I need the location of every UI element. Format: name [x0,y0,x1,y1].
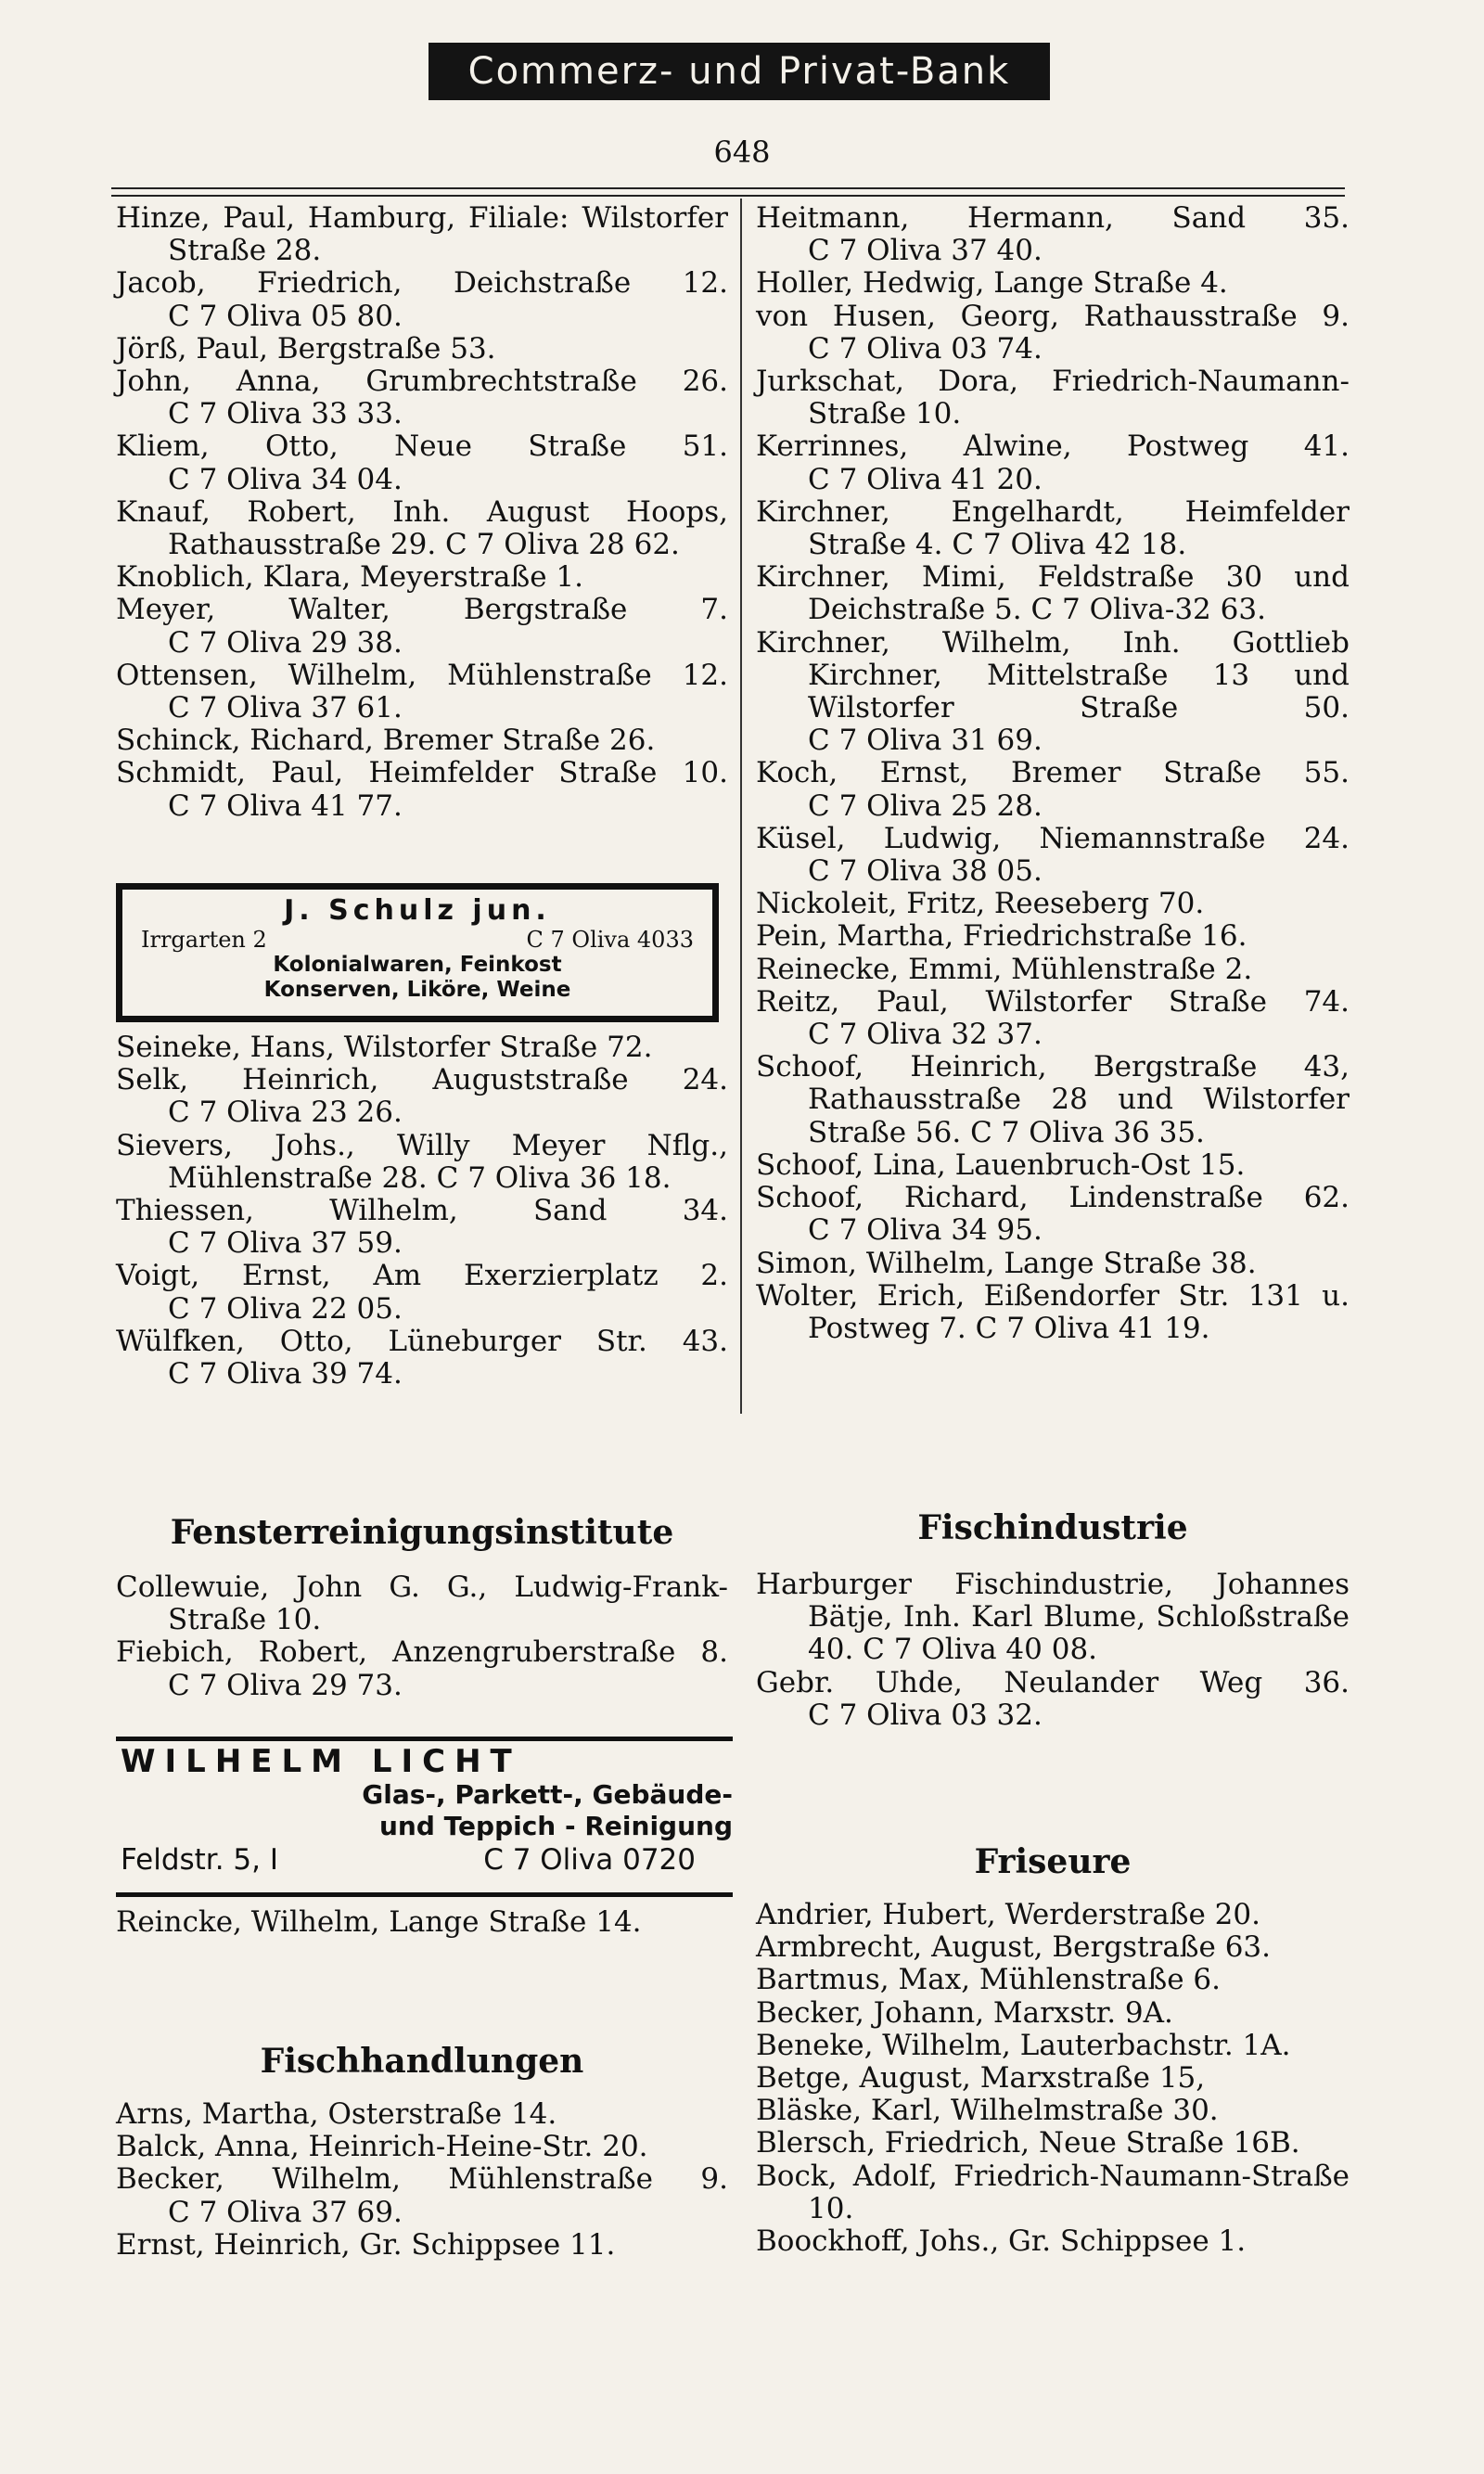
ad-title: WILHELM LICHT [121,1743,521,1780]
directory-entry: Seineke, Hans, Wilstorfer Straße 72. [116,1031,653,1064]
ad-rule [116,1892,733,1897]
directory-entry: Beneke, Wilhelm, Lauterbachstr. 1A. [756,2028,1291,2062]
directory-entry: Reitz, Paul, Wilstorfer Straße 74. C 7 Oliva 32 37. [756,984,1350,1052]
section-fensterreinigung [116,1512,728,1702]
directory-entry: John, Anna, Grumbrechtstraße 26. C 7 Oliva 33 33. [116,365,728,431]
ad-address: Irrgarten 2 [141,927,267,953]
ad-contact-row [135,927,699,953]
left-after-ad [116,1906,728,1939]
directory-entry: Schoof, Richard, Lindenstraße 62. C 7 Oliva 34 95. [756,1181,1350,1248]
directory-entry: von Husen, Georg, Rathausstraße 9. C 7 Oliva 03 74. [756,299,1350,365]
directory-entry: Ottensen, Wilhelm, Mühlenstraße 12. C 7 Oliva 37 61. [116,658,728,725]
directory-entry: Kirchner, Mimi, Feldstraße 30 und Deichstraße 5. C 7 Oliva-32 63. [756,560,1350,627]
directory-entry: Voigt, Ernst, Am Exerzierplatz 2. C 7 Oliva 22 05. [116,1259,728,1326]
section-heading: Friseure [974,1842,1132,1881]
ad-line: Glas-, Parkett-, Gebäude- [362,1779,733,1810]
directory-entry: Collewuie, John G. G., Ludwig-Frank-Straße 10. [116,1570,728,1637]
directory-entry: Nickoleit, Fritz, Reeseberg 70. [756,887,1205,921]
directory-entry: Simon, Wilhelm, Lange Straße 38. [756,1246,1257,1280]
directory-entry: Jörß, Paul, Bergstraße 53. [116,331,496,365]
section-fischindustrie [756,1507,1350,1732]
ad-line: Kolonialwaren, Feinkost [273,953,562,977]
directory-entry: Kirchner, Wilhelm, Inh. Gottlieb Kirchner, Mittelstraße 13 und Wilstorfer Straße 50. C 7 Oliva 31 69. [756,625,1350,758]
directory-entry: Küsel, Ludwig, Niemannstraße 24. C 7 Oliva 38 05. [756,821,1350,889]
directory-entry: Koch, Ernst, Bremer Straße 55. C 7 Oliva 25 28. [756,756,1350,823]
directory-entry: Kliem, Otto, Neue Straße 51. C 7 Oliva 34 04. [116,429,728,496]
ad-phone: C 7 Oliva 4033 [526,927,694,953]
directory-entry: Reinecke, Emmi, Mühlenstraße 2. [756,952,1253,986]
section-heading: Fischindustrie [917,1508,1188,1547]
directory-entry: Meyer, Walter, Bergstraße 7. C 7 Oliva 29 38. [116,593,728,660]
directory-entry: Gebr. Uhde, Neulander Weg 36. C 7 Oliva 03 32. [756,1665,1350,1732]
advertisement-schulz [116,883,719,1022]
ad-title: J. Schulz jun. [284,894,551,927]
section-heading: Fischhandlungen [260,2042,584,2081]
page-number: 648 [713,135,771,170]
directory-entry: Harburger Fischindustrie, Johannes Bätje, Inh. Karl Blume, Schloßstraße 40. C 7 Oliva 40 08. [756,1568,1350,1667]
directory-entry: Hinze, Paul, Hamburg, Filiale: Wilstorfer Straße 28. [116,201,728,268]
directory-entry: Boockhoff, Johs., Gr. Schippsee 1. [756,2224,1247,2259]
directory-entry: Armbrecht, August, Bergstraße 63. [756,1930,1272,1965]
directory-entry: Holler, Hedwig, Lange Straße 4. [756,266,1228,301]
section-heading: Fensterreinigungsinstitute [170,1513,674,1552]
directory-entry: Andrier, Hubert, Werderstraße 20. [756,1898,1260,1931]
directory-entry: Jacob, Friedrich, Deichstraße 12. C 7 Oliva 05 80. [116,266,728,333]
directory-entry: Bläske, Karl, Wilhelmstraße 30. [756,2094,1219,2128]
directory-entry: Schmidt, Paul, Heimfelder Straße 10. C 7 Oliva 41 77. [116,756,728,823]
header-rule [111,195,1345,197]
directory-entry: Schoof, Lina, Lauenbruch-Ost 15. [756,1147,1246,1182]
directory-entry: Selk, Heinrich, Auguststraße 24. C 7 Oliva 23 26. [116,1063,728,1130]
directory-entry: Kerrinnes, Alwine, Postweg 41. C 7 Oliva 41 20. [756,429,1350,496]
bank-banner: Commerz- und Privat-Bank [429,43,1050,100]
left-column-middle [116,1032,728,1391]
section-fischhandlungen [116,2041,728,2262]
directory-entry: Sievers, Johs., Willy Meyer Nflg., Mühlenstraße 28. C 7 Oliva 36 18. [116,1128,728,1195]
directory-entry: Schinck, Richard, Bremer Straße 26. [116,724,656,758]
section-friseure [756,1841,1350,2258]
directory-entry: Becker, Wilhelm, Mühlenstraße 9. C 7 Oliva 37 69. [116,2162,728,2229]
ad-address: Feldstr. 5, I [121,1843,278,1877]
directory-entry: Kirchner, Engelhardt, Heimfelder Straße 4. C 7 Oliva 42 18. [756,494,1350,562]
directory-entry: Wülfken, Otto, Lüneburger Str. 43. C 7 Oliva 39 74. [116,1324,728,1391]
left-column-top [116,202,728,823]
directory-entry: Schoof, Heinrich, Bergstraße 43, Rathausstraße 28 und Wilstorfer Straße 56. C 7 Oliva 36 35. [756,1050,1350,1149]
directory-entry: Knauf, Robert, Inh. August Hoops, Rathausstraße 29. C 7 Oliva 28 62. [116,494,728,562]
header-rule [111,187,1345,189]
directory-entry: Pein, Martha, Friedrichstraße 16. [756,919,1247,954]
ad-phone: C 7 Oliva 0720 [483,1843,696,1877]
directory-entry: Heitmann, Hermann, Sand 35. C 7 Oliva 37 40. [756,201,1350,268]
ad-rule [116,1737,733,1741]
directory-entry: Reincke, Wilhelm, Lange Straße 14. [116,1905,642,1939]
ad-line: und Teppich - Reinigung [379,1811,733,1841]
right-column-top [756,202,1350,1345]
advertisement-licht [121,1744,733,1878]
directory-entry: Bartmus, Max, Mühlenstraße 6. [756,1963,1221,1997]
directory-entry: Blersch, Friedrich, Neue Straße 16B. [756,2126,1300,2160]
directory-entry: Thiessen, Wilhelm, Sand 34. C 7 Oliva 37 59. [116,1194,728,1261]
directory-entry: Fiebich, Robert, Anzengruberstraße 8. C 7 Oliva 29 73. [116,1635,728,1702]
directory-entry: Ernst, Heinrich, Gr. Schippsee 11. [116,2227,616,2262]
ad-line: Konserven, Liköre, Weine [263,978,571,1002]
directory-entry: Becker, Johann, Marxstr. 9A. [756,1995,1173,2030]
directory-entry: Knoblich, Klara, Meyerstraße 1. [116,560,583,595]
directory-entry: Jurkschat, Dora, Friedrich-Naumann-Straße 10. [756,365,1350,431]
directory-entry: Betge, August, Marxstraße 15, [756,2061,1206,2096]
directory-entry: Wolter, Erich, Eißendorfer Str. 131 u. Postweg 7. C 7 Oliva 41 19. [756,1278,1350,1345]
ad-contact-row [121,1842,733,1878]
directory-entry: Arns, Martha, Osterstraße 14. [116,2097,557,2131]
column-divider [740,199,742,1414]
directory-entry: Bock, Adolf, Friedrich-Naumann-Straße 10. [756,2159,1350,2225]
directory-entry: Balck, Anna, Heinrich-Heine-Str. 20. [116,2130,648,2164]
